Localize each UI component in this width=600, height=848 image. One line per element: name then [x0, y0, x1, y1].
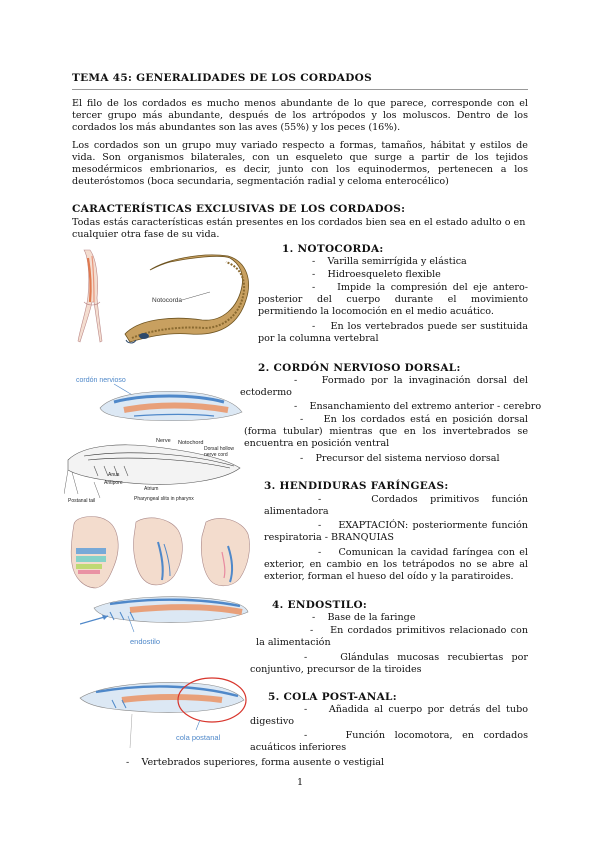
item-1-point-4: - En los vertebrados puede ser sustituida por la columna vertebral — [258, 321, 528, 344]
nerve-label: Nerve — [156, 438, 171, 444]
section-title: CARACTERÍSTICAS EXCLUSIVAS DE LOS CORDADOS: — [72, 203, 406, 215]
cordon-label: cordón nervioso — [76, 377, 126, 384]
page-title: TEMA 45: GENERALIDADES DE LOS CORDADOS — [72, 72, 372, 84]
item-4-point-2: - En cordados primitivos relacionado con la alimentación — [256, 625, 528, 648]
item-2-point-1: - Formado por la invaginación dorsal del ectodermo — [240, 375, 528, 398]
notochord-label: Notochord — [178, 440, 204, 446]
page-number: 1 — [297, 777, 304, 788]
item-1-point-2: - Hidroesqueleto flexible — [312, 269, 441, 280]
item-4-point-3-text: Glándulas mucosas recubiertas por conjuntivo, precursor de la tiroides — [250, 652, 528, 675]
intro-paragraph-1: El filo de los cordados es mucho menos abundante de lo que parece, corresponde con el tercer grupo más abundante, después de los artrópodos y los moluscos. Dentro de los cordados los más abundantes son las aves (55%) y los peces (16%). — [72, 98, 528, 133]
chordate-schematic — [64, 434, 244, 512]
head-1 — [71, 517, 118, 588]
item-1-point-3-text: Impide la compresión del eje antero-posterior del cuerpo durante el movimiento permitiendo la locomoción en el medio acuático. — [258, 282, 528, 317]
section-intro — [72, 217, 528, 241]
nerve-cord-label: nerve cord — [204, 452, 228, 458]
item-3-point-2-text: EXAPTACIÓN: posteriormente función respiratoria - BRANQUIAS — [264, 520, 528, 543]
endostilo-label: endostilo — [130, 637, 161, 646]
item-2-point-3-text: En los cordados está en posición dorsal (forma tubular) mientras que en los invertebrados se encuentra en posición ventral — [244, 414, 528, 449]
endostyle-figure — [80, 590, 250, 652]
item-2-point-3: - En los cordados está en posición dorsal (forma tubular) mientras que en los invertebrados se encuentra en posición ventral — [244, 414, 528, 449]
head-2 — [133, 518, 182, 585]
item-3-point-3-text: Comunican la cavidad faríngea con el exterior, en cambio en los tetrápodos no se abre al exterior, forman el hueso del oído y la paratiroides. — [264, 547, 528, 582]
item-5-point-1: - Añadida al cuerpo por detrás del tubo digestivo — [250, 704, 528, 727]
postanal-label: Postanal tail — [68, 498, 96, 504]
item-4-point-1-text: Base de la faringe — [327, 612, 416, 623]
item-3-point-3: - Comunican la cavidad faríngea con el exterior, en cambio en los tetrápodos no se abre al exterior, forman el hueso del oído y la paratiroides. — [264, 547, 528, 582]
section-intro-text: Todas estás características están presentes en los cordados bien sea en el estado adulto o en cualquier otra fase de su vida. — [72, 217, 526, 240]
item-5-point-2: - Función locomotora, en cordados acuáticos inferiores — [250, 730, 528, 753]
item-1-point-1-text: Varilla semirrígida y elástica — [327, 256, 467, 267]
intro-paragraph-2: Los cordados son un grupo muy variado respecto a formas, tamaños, hábitat y estilos de vida. Son organismos bilaterales, con un esqueleto que surge a partir de los tejidos mesodérmicos embrionarios, es decir, junto con los equinodermos, pertenecen a los deuteróstomos (boca secundaria, segmentación radial y celoma enterocélico) — [72, 140, 528, 187]
cola-label: cola postanal — [176, 733, 221, 742]
anus-label: Anus — [108, 472, 120, 478]
item-3-point-1: - Cordados primitivos función alimentadora — [264, 494, 528, 517]
notocorda-label: Notocorda — [152, 297, 182, 304]
item-5-point-3: - Vertebrados superiores, forma ausente o vestigial — [126, 757, 385, 768]
item-5-point-2-text: Función locomotora, en cordados acuáticos inferiores — [250, 730, 528, 753]
item-1-point-1: - Varilla semirrígida y elástica — [312, 256, 467, 267]
item-3-point-2: - EXAPTACIÓN: posteriormente función respiratoria - BRANQUIAS — [264, 520, 528, 543]
item-3-point-1-text: Cordados primitivos función alimentadora — [264, 494, 528, 517]
head-3 — [201, 518, 249, 585]
dorsal-label: Dorsal hollow — [204, 446, 235, 452]
item-5-point-1-text: Añadida al cuerpo por detrás del tubo digestivo — [250, 704, 528, 727]
pharyngeal-heads-figure — [66, 512, 252, 590]
notochord-figure — [70, 246, 250, 350]
item-2-point-2: - Ensanchamiento del extremo anterior - cerebro — [294, 401, 542, 412]
antipore-label: Antipore — [104, 480, 123, 486]
item-5-heading: 5. COLA POST-ANAL: — [268, 691, 397, 703]
item-2-point-1-text: Formado por la invaginación dorsal del ectodermo — [240, 375, 528, 398]
item-4-point-3: - Glándulas mucosas recubiertas por conjuntivo, precursor de la tiroides — [250, 652, 528, 675]
item-2-point-4-text: Precursor del sistema nervioso dorsal — [315, 453, 500, 464]
title-rule — [72, 89, 528, 90]
item-1-point-2-text: Hidroesqueleto flexible — [327, 269, 441, 280]
item-3-heading: 3. HENDIDURAS FARÍNGEAS: — [264, 480, 449, 492]
item-1-heading: 1. NOTOCORDA: — [282, 243, 384, 255]
larva-drawing — [78, 250, 102, 342]
item-4-heading: 4. ENDOSTILO: — [272, 599, 368, 611]
item-4-point-1: - Base de la faringe — [312, 612, 416, 623]
item-2-point-2-text: Ensanchamiento del extremo anterior - cerebro — [309, 401, 542, 412]
nerve-cord-figure — [74, 374, 244, 430]
lamprey-drawing — [125, 255, 249, 343]
item-1-point-4-text: En los vertebrados puede ser sustituida por la columna vertebral — [258, 321, 528, 344]
atrium-label: Atrium — [144, 486, 159, 492]
pharyngeal-label: Pharyngeal slits in pharynx — [134, 496, 194, 502]
item-5-point-3-text: Vertebrados superiores, forma ausente o vestigial — [141, 757, 385, 768]
item-2-point-4: - Precursor del sistema nervioso dorsal — [300, 453, 500, 464]
item-4-point-2-text: En cordados primitivos relacionado con la alimentación — [256, 625, 528, 648]
postanal-tail-figure — [72, 670, 248, 748]
item-1-point-3: - Impide la compresión del eje antero-posterior del cuerpo durante el movimiento permitiendo la locomoción en el medio acuático. — [258, 282, 528, 317]
item-2-heading: 2. CORDÓN NERVIOSO DORSAL: — [258, 362, 461, 374]
